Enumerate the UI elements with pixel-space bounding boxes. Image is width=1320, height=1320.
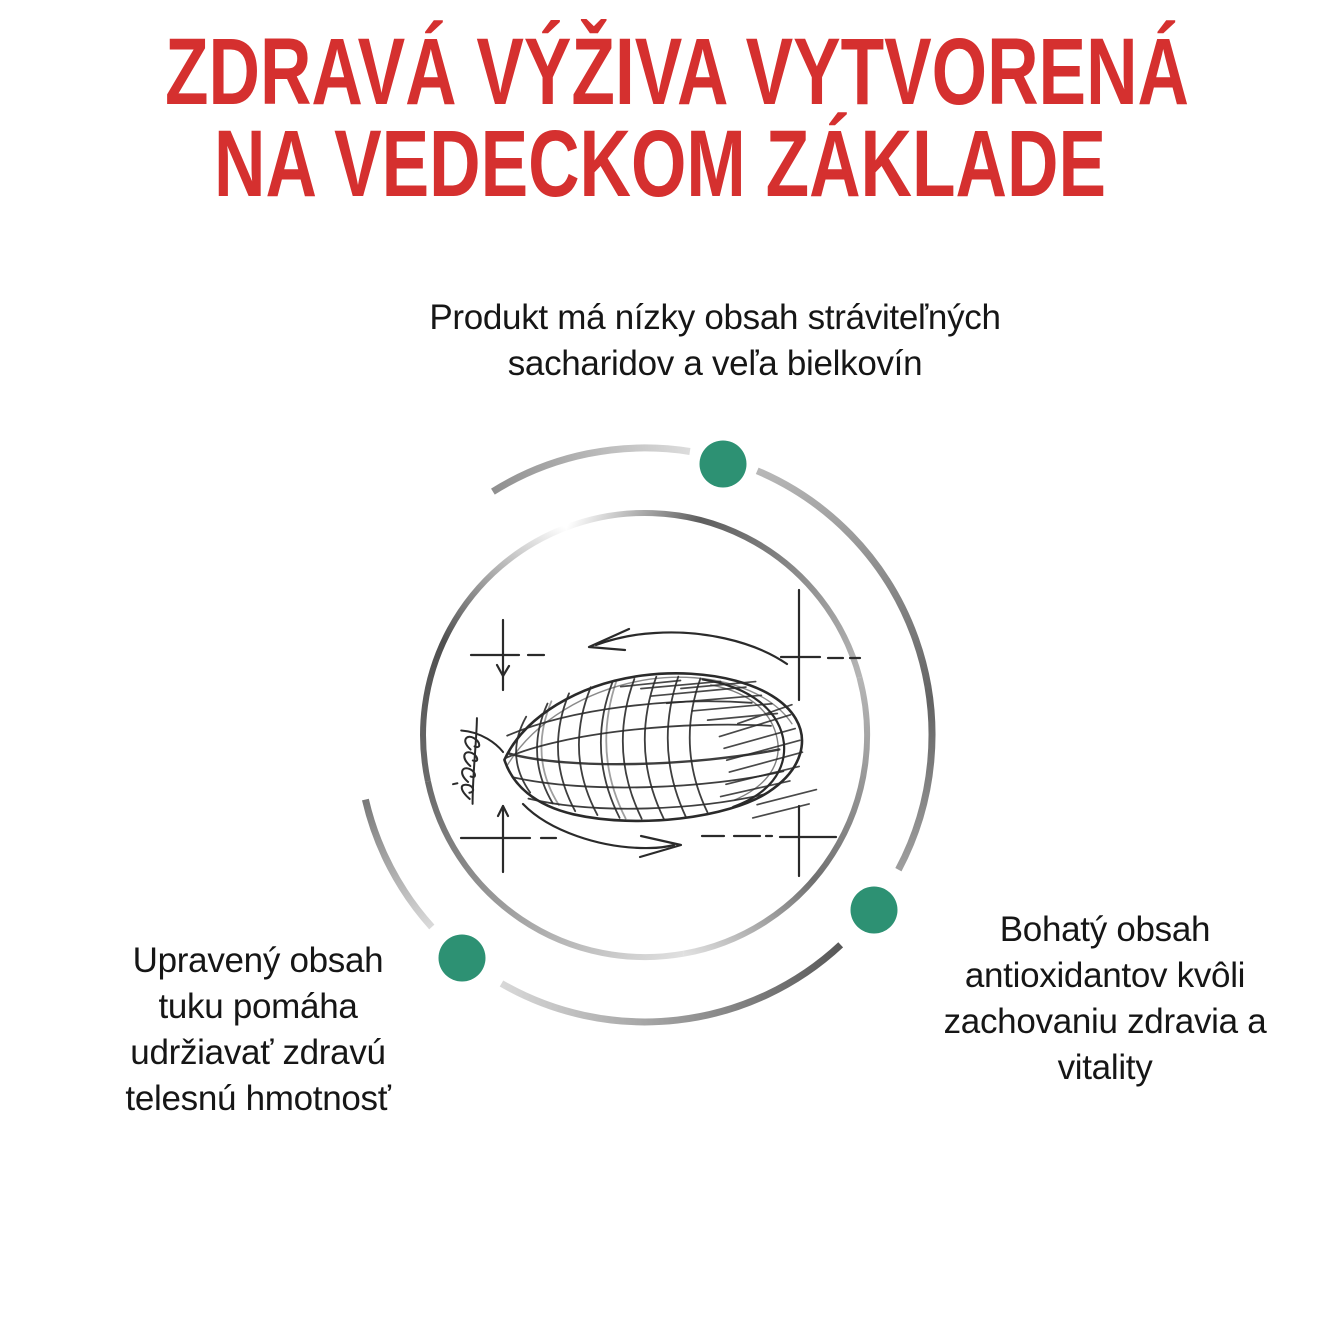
benefit-left-line-3: udržiavať zdravú — [130, 1033, 386, 1072]
benefit-top-line-2: sacharidov a veľa bielkovín — [507, 344, 923, 383]
headline-line-2: NA VEDECKOM ZÁKLADE — [214, 111, 1106, 217]
benefit-dot-left — [439, 935, 486, 982]
benefit-right-line-2: antioxidantov kvôli — [964, 956, 1246, 995]
benefit-dot-right — [851, 887, 898, 934]
benefit-left-line-2: tuku pomáha — [158, 987, 358, 1026]
benefit-dot-top — [700, 441, 747, 488]
benefit-left-line-1: Upravený obsah — [132, 941, 384, 980]
benefit-top-line-1: Produkt má nízky obsah stráviteľných — [429, 298, 1001, 337]
benefit-text-top — [365, 295, 1065, 387]
benefit-text-left — [88, 938, 428, 1122]
rotation-arrow-top — [589, 629, 787, 664]
rotation-arrow-bottom — [523, 804, 681, 857]
benefit-right-line-4: vitality — [1057, 1048, 1153, 1087]
kibble-sketch-illustration — [444, 590, 860, 876]
benefit-right-line-1: Bohatý obsah — [999, 910, 1211, 949]
benefit-left-line-4: telesnú hmotnosť — [125, 1079, 391, 1118]
headline-line-1: ZDRAVÁ VÝŽIVA VYTVORENÁ — [165, 19, 1189, 125]
benefit-right-line-3: zachovaniu zdravia a — [943, 1002, 1267, 1041]
outer-ring — [365, 448, 932, 1022]
designer-signature — [444, 715, 510, 808]
benefit-text-right — [930, 907, 1280, 1091]
